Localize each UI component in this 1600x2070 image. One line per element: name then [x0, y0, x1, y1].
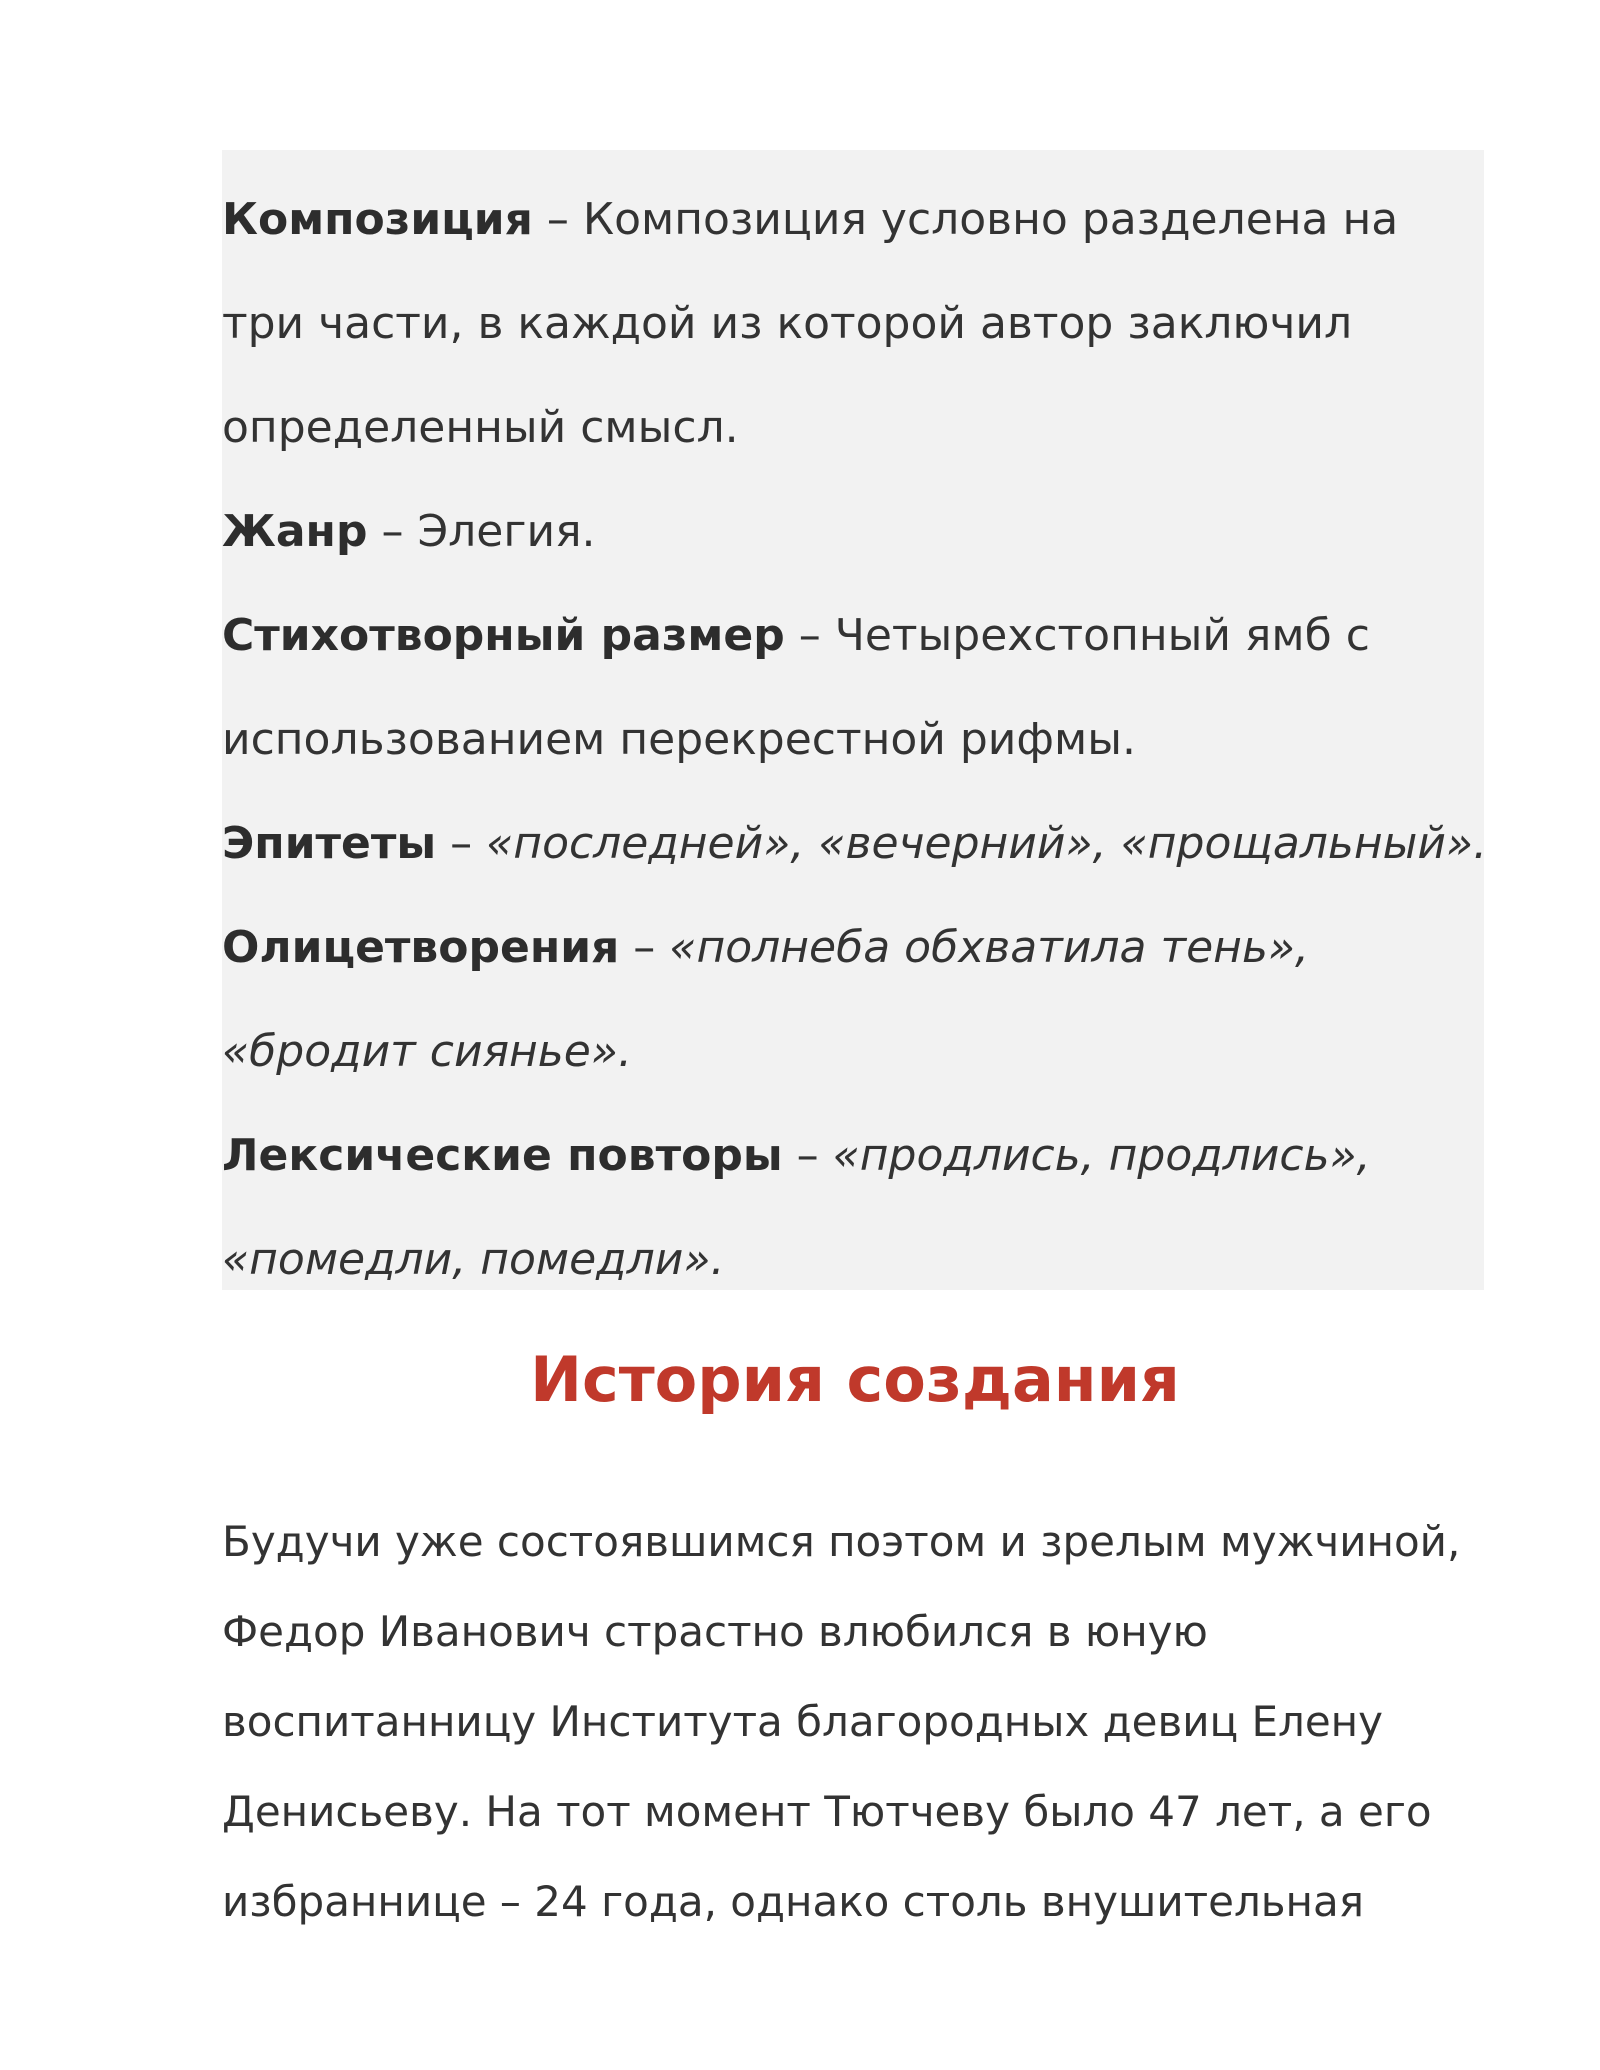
genre-dash: –	[367, 506, 418, 557]
composition-text-1: Композиция условно разделена на	[582, 194, 1399, 245]
history-paragraph-line-3: воспитанницу Института благородных девиц Елену	[222, 1697, 1383, 1746]
personification-line-2: «бродит сиянье».	[222, 1026, 632, 1077]
history-paragraph-line-5: избраннице – 24 года, однако столь внушительная	[222, 1877, 1365, 1926]
history-heading: История создания	[530, 1343, 1180, 1416]
meter-line-2: использованием перекрестной рифмы.	[222, 714, 1136, 765]
epithets-line	[222, 814, 1487, 874]
repetition-term: Лексические повторы	[222, 1130, 783, 1181]
genre-value: Элегия.	[417, 506, 596, 557]
meter-text-1: Четырехстопный ямб с	[834, 610, 1370, 661]
history-paragraph-line-1: Будучи уже состоявшимся поэтом и зрелым мужчиной,	[222, 1517, 1461, 1566]
personification-dash: –	[619, 922, 670, 973]
meter-line-1	[222, 606, 1370, 666]
epithets-dash: –	[436, 818, 487, 869]
epithets-term: Эпитеты	[222, 818, 437, 869]
composition-line-1	[222, 190, 1398, 250]
repetition-line-2: «помедли, помедли».	[222, 1234, 725, 1285]
genre-term: Жанр	[222, 506, 368, 557]
meter-dash: –	[784, 610, 835, 661]
meter-term: Стихотворный размер	[222, 610, 785, 661]
epithets-value: «последней», «вечерний», «прощальный».	[486, 818, 1488, 869]
composition-term: Композиция	[222, 194, 533, 245]
composition-dash: –	[532, 194, 583, 245]
repetition-line-1	[222, 1126, 1371, 1186]
history-paragraph-line-4: Денисьеву. На тот момент Тютчеву было 47 лет, а его	[222, 1787, 1432, 1836]
repetition-text-1: «продлись, продлись»,	[832, 1130, 1371, 1181]
repetition-dash: –	[782, 1130, 833, 1181]
genre-line	[222, 502, 596, 562]
history-paragraph-line-2: Федор Иванович страстно влюбился в юную	[222, 1607, 1208, 1656]
composition-line-2: три части, в каждой из которой автор заключил	[222, 298, 1353, 349]
composition-line-3: определенный смысл.	[222, 402, 739, 453]
personification-text-1: «полнеба обхватила тень»,	[669, 922, 1310, 973]
personification-term: Олицетворения	[222, 922, 620, 973]
personification-line-1	[222, 918, 1309, 978]
